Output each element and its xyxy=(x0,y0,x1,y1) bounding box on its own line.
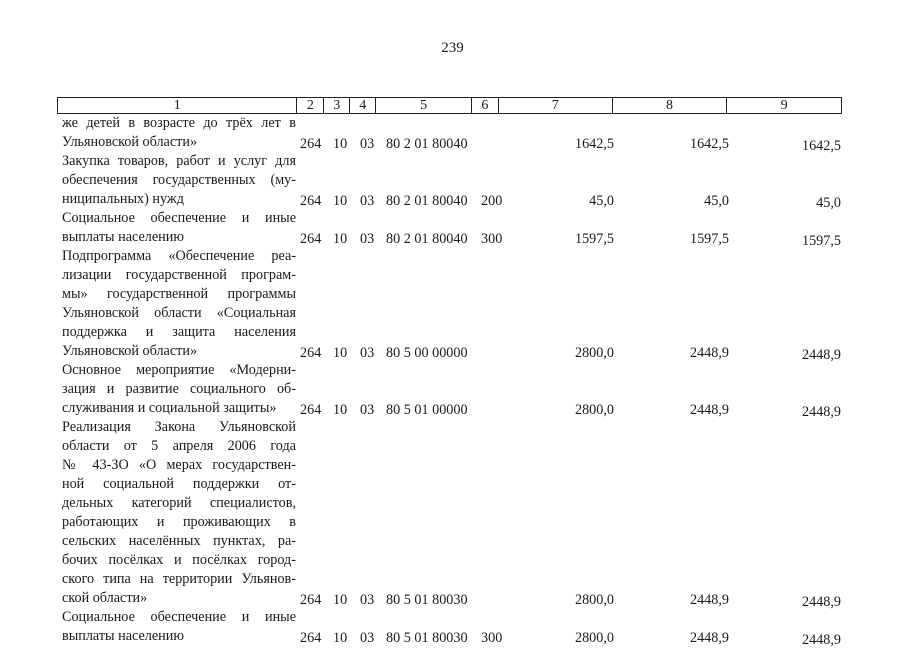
row-text-line: мы» государственной программы xyxy=(62,286,296,302)
column-header-1: 1 xyxy=(58,98,297,113)
row-text-line: служивания и социальной защиты» xyxy=(62,400,277,416)
row-text-line: обеспечения государственных (му- xyxy=(62,172,296,188)
section-code: 10 xyxy=(333,592,348,608)
column-header-7: 7 xyxy=(499,98,613,113)
column-header-9: 9 xyxy=(780,98,788,113)
row-text-line: Ульяновской области» xyxy=(62,343,198,359)
target-article-code: 80 2 01 80040 xyxy=(386,193,468,209)
amount-col-9: 2448,9 xyxy=(801,404,841,420)
row-text-line: же детей в возрасте до трёх лет в xyxy=(62,115,296,131)
amount-col-9: 45,0 xyxy=(816,195,841,211)
table-header xyxy=(57,97,842,114)
row-text-line: ной социальной поддержки от- xyxy=(62,476,296,492)
amount-col-7: 45,0 xyxy=(589,193,614,209)
section-code: 10 xyxy=(333,345,348,361)
subsection-code: 03 xyxy=(360,136,375,152)
expense-type-code: 300 xyxy=(481,630,503,646)
amount-col-9: 2448,9 xyxy=(801,347,841,363)
column-header-8: 8 xyxy=(613,98,728,113)
subsection-code: 03 xyxy=(360,231,375,247)
amount-col-8: 2448,9 xyxy=(689,592,729,608)
ministry-code: 264 xyxy=(300,231,322,247)
ministry-code: 264 xyxy=(300,592,322,608)
amount-col-9: 1597,5 xyxy=(801,233,841,249)
row-text-line: Ульяновской области «Социальная xyxy=(62,305,296,321)
subsection-code: 03 xyxy=(360,630,375,646)
amount-col-9: 2448,9 xyxy=(801,632,841,648)
target-article-code: 80 5 01 80030 xyxy=(386,592,468,608)
ministry-code: 264 xyxy=(300,193,322,209)
target-article-code: 80 2 01 80040 xyxy=(386,231,468,247)
section-code: 10 xyxy=(333,630,348,646)
ministry-code: 264 xyxy=(300,402,322,418)
amount-col-8: 2448,9 xyxy=(689,402,729,418)
section-code: 10 xyxy=(333,402,348,418)
row-text-line: сельских населённых пунктах, ра- xyxy=(62,533,296,549)
row-text-line: Социальное обеспечение и иные xyxy=(62,609,296,625)
column-header-6: 6 xyxy=(472,98,499,113)
row-text-line: Основное мероприятие «Модерни- xyxy=(62,362,296,378)
row-text-line: Подпрограмма «Обеспечение реа- xyxy=(62,248,296,264)
page-number: 239 xyxy=(441,40,464,56)
column-header-5: 5 xyxy=(376,98,472,113)
row-text-line: ского типа на территории Ульянов- xyxy=(62,571,296,587)
row-text-line: № 43-ЗО «О мерах государствен- xyxy=(62,457,296,473)
row-text-line: Социальное обеспечение и иные xyxy=(62,210,296,226)
expense-type-code: 200 xyxy=(481,193,503,209)
row-text-line: бочих посёлках и посёлках город- xyxy=(62,552,296,568)
target-article-code: 80 5 00 00000 xyxy=(386,345,468,361)
row-text-line: лизации государственной програм- xyxy=(62,267,296,283)
column-header-4: 4 xyxy=(350,98,376,113)
amount-col-7: 2800,0 xyxy=(574,402,614,418)
section-code: 10 xyxy=(333,136,348,152)
row-text-line: поддержка и защита населения xyxy=(62,324,296,340)
row-text-line: выплаты населению xyxy=(62,628,184,644)
ministry-code: 264 xyxy=(300,136,322,152)
row-text-line: ской области» xyxy=(62,590,148,606)
amount-col-9: 1642,5 xyxy=(801,138,841,154)
amount-col-7: 1642,5 xyxy=(574,136,614,152)
amount-col-8: 1597,5 xyxy=(689,231,729,247)
subsection-code: 03 xyxy=(360,193,375,209)
row-text-line: области от 5 апреля 2006 года xyxy=(62,438,296,454)
subsection-code: 03 xyxy=(360,592,375,608)
section-code: 10 xyxy=(333,231,348,247)
amount-col-8: 45,0 xyxy=(704,193,729,209)
amount-col-8: 1642,5 xyxy=(689,136,729,152)
ministry-code: 264 xyxy=(300,630,322,646)
column-header-3: 3 xyxy=(324,98,350,113)
amount-col-9: 2448,9 xyxy=(801,594,841,610)
row-text-line: ниципальных) нужд xyxy=(62,191,184,207)
amount-col-7: 2800,0 xyxy=(574,630,614,646)
row-text-line: зация и развитие социального об- xyxy=(62,381,296,397)
section-code: 10 xyxy=(333,193,348,209)
row-text-line: Ульяновской области» xyxy=(62,134,198,150)
row-text-line: Закупка товаров, работ и услуг для xyxy=(62,153,296,169)
row-text-line: работающих и проживающих в xyxy=(62,514,296,530)
column-header-2: 2 xyxy=(297,98,324,113)
amount-col-8: 2448,9 xyxy=(689,630,729,646)
row-text-line: Реализация Закона Ульяновской xyxy=(62,419,296,435)
amount-col-7: 2800,0 xyxy=(574,592,614,608)
expense-type-code: 300 xyxy=(481,231,503,247)
target-article-code: 80 5 01 00000 xyxy=(386,402,468,418)
ministry-code: 264 xyxy=(300,345,322,361)
subsection-code: 03 xyxy=(360,402,375,418)
row-text-line: дельных категорий специалистов, xyxy=(62,495,296,511)
amount-col-7: 1597,5 xyxy=(574,231,614,247)
row-text-line: выплаты населению xyxy=(62,229,184,245)
target-article-code: 80 5 01 80030 xyxy=(386,630,468,646)
subsection-code: 03 xyxy=(360,345,375,361)
amount-col-7: 2800,0 xyxy=(574,345,614,361)
amount-col-8: 2448,9 xyxy=(689,345,729,361)
target-article-code: 80 2 01 80040 xyxy=(386,136,468,152)
